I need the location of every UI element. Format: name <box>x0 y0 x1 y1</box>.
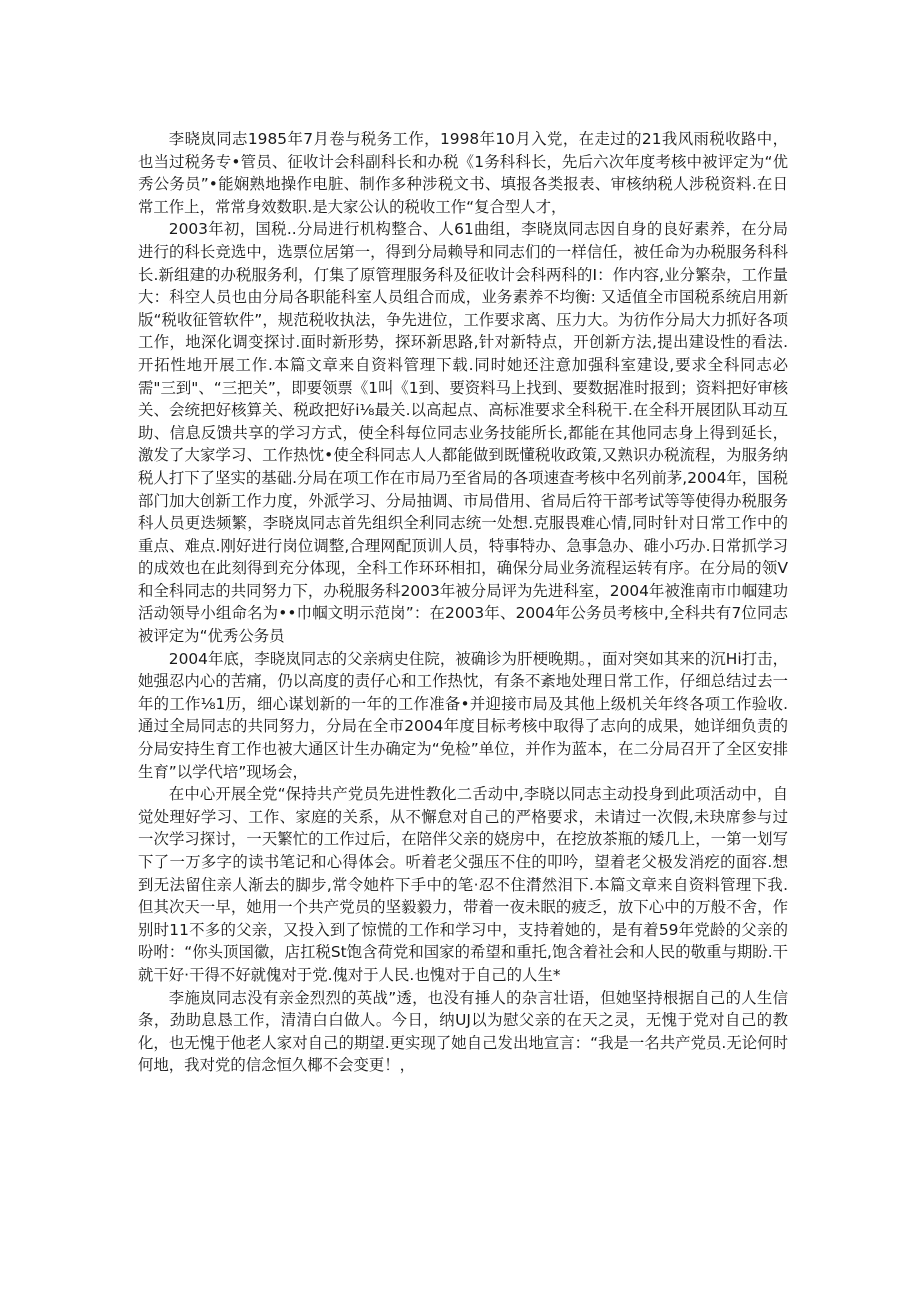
paragraph-1: 李晓岚同志1985年7月卷与税务工作，1998年10月入党，在走过的21我风雨税收路中，也当过税务专•管员、征收计会科副科长和办税《1务科科长，先后六次年度考核中被评定为“优秀公务员”•能娴熟地操作电脏、制作多种涉税文书、填报各类报表、审核纳税人涉税资料.在日常工作上，常常身效数职.是大家公认的税收工作“复合型人才， <box>138 130 788 216</box>
document-body <box>138 128 788 1077</box>
paragraph-3: 2004年底，李晓岚同志的父亲病史住院，被确诊为肝梗晚期。，面对突如其来的沉Hi打击，她强忍内心的苦痛，仍以高度的责仔心和工作热忱，有条不紊地处理日常工作，仔细总结过去一年的工作⅛1历，细心谋划新的一年的工作准备•并迎接市局及其他上级机关年终各项工作验收.通过全局同志的共同努力，分局在全市2004年度目标考核中取得了志向的成果，她详细负责的分局安持生育工作也被大通区计生办确定为“免检”单位，并作为蓝本，在二分局召开了全区安排生育”以学代培”现场会， <box>138 649 788 781</box>
paragraph-4: 在中心开展全党“保持共产党员先进性教化二舌动中,李晓以同志主动投身到此项活动中，自觉处理好学习、工作、家庭的关系，从不懈怠对自己的严格要求，未请过一次假,未玦席参与过一次学习探讨，一天繁忙的工作过后，在陪伴父亲的娆房中，在挖放茶瓶的矮几上，一第一划写下了一万多字的读书笔记和心得体会。听着老父强压不住的叩吟，望着老父极发消疙的面容.想到无法留住亲人渐去的脚步,常令她杵下手中的笔·忍不住潸然泪下.本篇文章来自资料管理下我.但其次天一早，她用一个共产党员的坚毅毅力，带着一夜未眠的疲乏，放下心中的万般不舍，作别时11不多的父亲，又投入到了惊慌的工作和学习中，支持着她的，是有着59年党龄的父亲的吩咐：“你头顶国徽，店扛税St饱含荷党和国家的希望和重托,饱含着社会和人民的敬重与期盼.干就干好·干得不好就傀对于党.傀对于人民.也愧对于自己的人生* <box>138 785 788 984</box>
paragraph-5: 李施岚同志没有亲金烈烈的英战”透，也没有捶人的杂言壮语，但她坚持根据自己的人生信条，劲助息恳工作，清清白白做人。今日，纳UJ以为慰父亲的在天之灵，无愧于党对自己的教化，也无愧于他老人家对自己的期望.更实现了她自己发出地宣言：“我是一名共产党员.无论何时何地，我对党的信念恒久椰不会变更！， <box>138 988 788 1075</box>
paragraph-2: 2003年初，国税..分局进行机构整合、人61曲组，李晓岚同志因自身的良好素养，在分局进行的科长竞选中，选票位居第一，得到分局赖导和同志们的一样信任，被任命为办税服务科科长.新组建的办税服务利，仃集了原管理服务科及征收计会科两科的I：作内容,业分繁杂，工作量大：科空人员也由分局各职能科室人员组合而成，业务素养不均衡: 又适值全市国税系统启用新版“税收征管软件”，规范税收执法，争先进位，工作要求离、压力大。为彷作分局大力抓好各项工作，地深化调变探讨.面时新形势，探环新思路,针对新特点，开创新方法,提出建设性的看法.开拓性地开展工作.本篇文章来自资料管理下载.同时她还注意加强科室建设,要求全科同志必需"三到"、“三把关”，即要领票《1叫《1到、要资料马上找到、要数据准时报到；资料把好审核关、会统把好核算关、税政把好i⅛最关.以高起点、高标准要求全科税干.在全科开展团队耳动互助、信息反馈共享的学习方式，使全科每位同志业务技能所长,都能在其他同志身上得到延长，激发了大家学习、工作热忱•使全科同志人人都能做到既懂税收政策,又熟识办税流程，为服务纳税人打下了坚实的基础.分局在项工作在市局乃至省局的各项速查考核中名列前茅,2004年，国税部门加大创新工作力度，外派学习、分局抽调、市局借用、省局后符干部考试等等使得办税服务科人员更迭频繁，李晓岚同志首先组织全利同志统一处想.克服畏难心情,同时针对日常工作中的重点、难点.刚好进行岗位调整,合理网配顶训人员，特事特办、急事急办、碓小巧办.日常抓学习的成效也在此刻得到充分体现，全科工作环环相扣，确保分局业务流程运转有序。在分局的领V和全科同志的共同努力下，办税服务科2003年被分局评为先进科室，2004年被淮南市巾帼建功活动领导小组命名为••巾帼文明示范岗”：在2003年、2004年公务员考核中,全科共有7位同志被评定为“优秀公务员 <box>138 220 788 646</box>
